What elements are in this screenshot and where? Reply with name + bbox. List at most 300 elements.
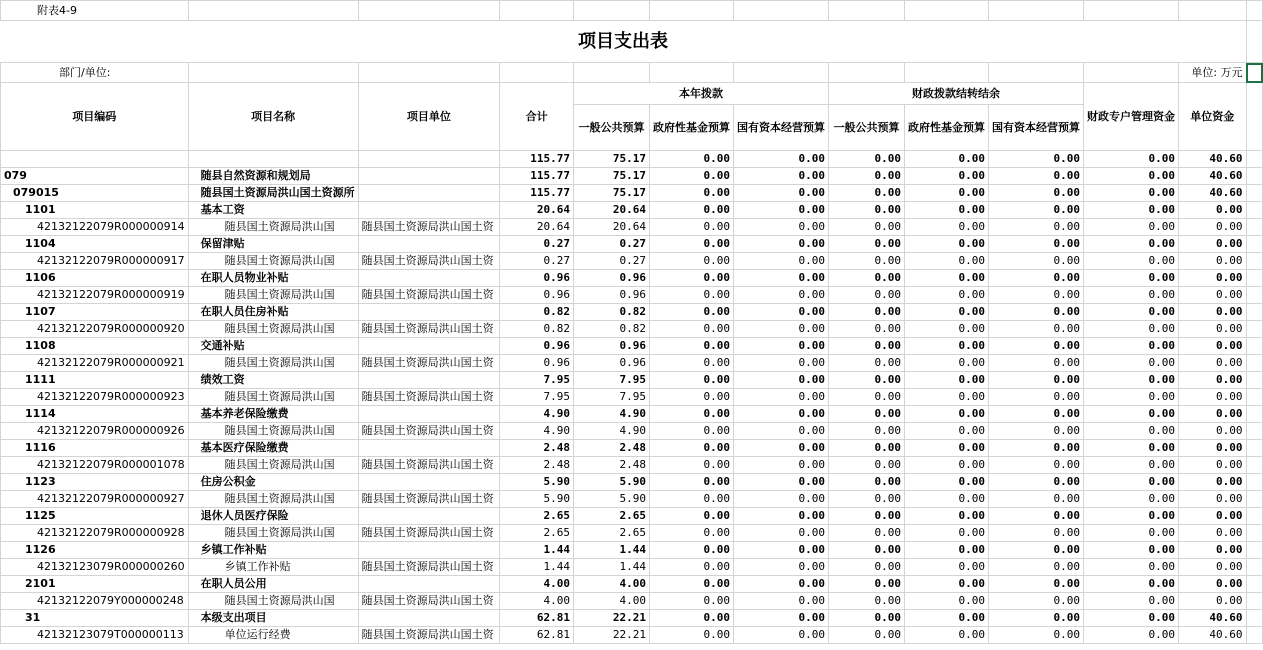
table-row[interactable] bbox=[1, 627, 1263, 644]
amount-cell[interactable]: 0.00 bbox=[829, 151, 905, 168]
cell[interactable] bbox=[1246, 219, 1262, 236]
amount-cell[interactable]: 0.00 bbox=[1084, 168, 1179, 185]
amount-cell[interactable]: 7.95 bbox=[500, 389, 574, 406]
project-name-cell[interactable] bbox=[188, 151, 358, 168]
amount-cell[interactable]: 2.65 bbox=[500, 508, 574, 525]
amount-cell[interactable]: 0.00 bbox=[905, 508, 989, 525]
table-row[interactable] bbox=[1, 440, 1263, 457]
project-unit-cell[interactable]: 随县国土资源局洪山国土资 bbox=[358, 287, 500, 304]
selected-cell[interactable] bbox=[1246, 63, 1262, 83]
project-name-cell[interactable]: 随县国土资源局洪山国 bbox=[188, 355, 358, 372]
cell[interactable] bbox=[500, 1, 574, 21]
amount-cell[interactable]: 0.00 bbox=[829, 185, 905, 202]
page-title[interactable]: 项目支出表 bbox=[578, 30, 669, 52]
header-gen2[interactable]: 一般公共预算 bbox=[829, 105, 905, 151]
amount-cell[interactable]: 0.82 bbox=[574, 304, 650, 321]
project-name-cell[interactable]: 基本工资 bbox=[188, 202, 358, 219]
amount-cell[interactable]: 0.00 bbox=[989, 304, 1084, 321]
project-code-cell[interactable]: 1114 bbox=[1, 406, 189, 423]
cell[interactable] bbox=[989, 63, 1084, 83]
amount-cell[interactable]: 0.00 bbox=[989, 457, 1084, 474]
amount-cell[interactable]: 0.00 bbox=[650, 253, 734, 270]
cell[interactable] bbox=[1246, 508, 1262, 525]
cell[interactable] bbox=[1246, 21, 1262, 63]
table-row[interactable] bbox=[1, 542, 1263, 559]
amount-cell[interactable]: 0.00 bbox=[1084, 270, 1179, 287]
project-code-cell[interactable]: 1126 bbox=[1, 542, 189, 559]
amount-cell[interactable]: 0.00 bbox=[989, 593, 1084, 610]
amount-cell[interactable]: 0.00 bbox=[905, 338, 989, 355]
amount-cell[interactable]: 0.00 bbox=[650, 185, 734, 202]
project-name-cell[interactable]: 乡镇工作补贴 bbox=[188, 542, 358, 559]
amount-cell[interactable]: 0.00 bbox=[905, 287, 989, 304]
amount-cell[interactable]: 5.90 bbox=[574, 491, 650, 508]
cell[interactable] bbox=[1246, 202, 1262, 219]
amount-cell[interactable]: 0.00 bbox=[650, 236, 734, 253]
cell[interactable] bbox=[188, 1, 358, 21]
amount-cell[interactable]: 0.00 bbox=[734, 185, 829, 202]
amount-cell[interactable]: 0.00 bbox=[650, 202, 734, 219]
amount-cell[interactable]: 0.00 bbox=[1084, 185, 1179, 202]
project-name-cell[interactable]: 随县国土资源局洪山国 bbox=[188, 423, 358, 440]
amount-cell[interactable]: 0.00 bbox=[1179, 338, 1247, 355]
table-row[interactable] bbox=[1, 321, 1263, 338]
amount-cell[interactable]: 20.64 bbox=[574, 202, 650, 219]
header-fund[interactable]: 政府性基金预算 bbox=[650, 105, 734, 151]
header-fund2[interactable]: 政府性基金预算 bbox=[905, 105, 989, 151]
amount-cell[interactable]: 4.00 bbox=[574, 576, 650, 593]
header-own[interactable]: 单位资金 bbox=[1179, 83, 1247, 151]
amount-cell[interactable]: 0.00 bbox=[989, 406, 1084, 423]
amount-cell[interactable]: 0.00 bbox=[734, 525, 829, 542]
amount-cell[interactable]: 0.00 bbox=[1179, 593, 1247, 610]
amount-cell[interactable]: 2.48 bbox=[500, 440, 574, 457]
amount-cell[interactable]: 0.00 bbox=[905, 253, 989, 270]
amount-cell[interactable]: 0.00 bbox=[1179, 423, 1247, 440]
project-code-cell[interactable]: 42132122079R000000923 bbox=[1, 389, 189, 406]
amount-cell[interactable]: 0.00 bbox=[905, 202, 989, 219]
amount-cell[interactable]: 0.00 bbox=[1084, 219, 1179, 236]
amount-cell[interactable]: 0.00 bbox=[1084, 355, 1179, 372]
project-code-cell[interactable]: 42132123079T000000113 bbox=[1, 627, 189, 644]
amount-cell[interactable]: 0.00 bbox=[734, 253, 829, 270]
amount-cell[interactable]: 4.00 bbox=[500, 576, 574, 593]
project-code-cell[interactable]: 42132122079R000000914 bbox=[1, 219, 189, 236]
project-code-cell[interactable]: 42132122079R000000926 bbox=[1, 423, 189, 440]
amount-cell[interactable]: 0.00 bbox=[1084, 287, 1179, 304]
amount-cell[interactable]: 0.00 bbox=[1084, 321, 1179, 338]
amount-cell[interactable]: 0.00 bbox=[650, 389, 734, 406]
amount-cell[interactable]: 0.00 bbox=[989, 185, 1084, 202]
amount-cell[interactable]: 0.00 bbox=[734, 423, 829, 440]
project-code-cell[interactable]: 42132122079R000000921 bbox=[1, 355, 189, 372]
project-code-cell[interactable]: 42132122079R000000920 bbox=[1, 321, 189, 338]
amount-cell[interactable]: 2.65 bbox=[574, 525, 650, 542]
amount-cell[interactable]: 0.00 bbox=[1084, 457, 1179, 474]
amount-cell[interactable]: 0.00 bbox=[989, 287, 1084, 304]
cell[interactable] bbox=[1246, 372, 1262, 389]
amount-cell[interactable]: 0.00 bbox=[734, 508, 829, 525]
amount-cell[interactable]: 0.00 bbox=[989, 525, 1084, 542]
amount-cell[interactable]: 0.00 bbox=[989, 270, 1084, 287]
amount-cell[interactable]: 0.00 bbox=[1179, 253, 1247, 270]
amount-cell[interactable]: 0.00 bbox=[829, 474, 905, 491]
cell[interactable] bbox=[1246, 253, 1262, 270]
table-row[interactable] bbox=[1, 406, 1263, 423]
project-name-cell[interactable]: 随县国土资源局洪山国 bbox=[188, 219, 358, 236]
amount-cell[interactable]: 0.00 bbox=[905, 474, 989, 491]
project-unit-cell[interactable] bbox=[358, 304, 500, 321]
amount-cell[interactable]: 0.00 bbox=[1179, 457, 1247, 474]
project-unit-cell[interactable]: 随县国土资源局洪山国土资 bbox=[358, 559, 500, 576]
amount-cell[interactable]: 0.00 bbox=[1179, 270, 1247, 287]
amount-cell[interactable]: 0.00 bbox=[1179, 304, 1247, 321]
amount-cell[interactable]: 0.00 bbox=[1179, 440, 1247, 457]
table-row[interactable] bbox=[1, 304, 1263, 321]
header-total[interactable]: 合计 bbox=[500, 83, 574, 151]
cell[interactable] bbox=[1246, 457, 1262, 474]
amount-cell[interactable]: 0.00 bbox=[989, 338, 1084, 355]
project-name-cell[interactable]: 随县国土资源局洪山国 bbox=[188, 525, 358, 542]
amount-cell[interactable]: 0.00 bbox=[1084, 423, 1179, 440]
amount-cell[interactable]: 0.00 bbox=[734, 542, 829, 559]
amount-cell[interactable]: 0.00 bbox=[650, 508, 734, 525]
cell[interactable] bbox=[829, 63, 905, 83]
amount-cell[interactable]: 0.00 bbox=[650, 440, 734, 457]
header-gen[interactable]: 一般公共预算 bbox=[574, 105, 650, 151]
amount-cell[interactable]: 4.00 bbox=[574, 593, 650, 610]
project-name-cell[interactable]: 基本养老保险缴费 bbox=[188, 406, 358, 423]
amount-cell[interactable]: 4.00 bbox=[500, 593, 574, 610]
amount-cell[interactable]: 0.00 bbox=[989, 491, 1084, 508]
amount-cell[interactable]: 0.00 bbox=[905, 440, 989, 457]
amount-cell[interactable]: 0.00 bbox=[1084, 440, 1179, 457]
cell[interactable] bbox=[905, 1, 989, 21]
amount-cell[interactable]: 0.00 bbox=[829, 253, 905, 270]
amount-cell[interactable]: 0.00 bbox=[734, 219, 829, 236]
amount-cell[interactable]: 0.00 bbox=[829, 593, 905, 610]
amount-cell[interactable]: 0.00 bbox=[829, 508, 905, 525]
amount-cell[interactable]: 0.00 bbox=[734, 168, 829, 185]
amount-cell[interactable]: 0.00 bbox=[1084, 253, 1179, 270]
amount-cell[interactable]: 0.00 bbox=[1084, 236, 1179, 253]
table-row[interactable] bbox=[1, 389, 1263, 406]
amount-cell[interactable]: 0.00 bbox=[1179, 559, 1247, 576]
amount-cell[interactable]: 0.00 bbox=[829, 457, 905, 474]
amount-cell[interactable]: 0.00 bbox=[650, 287, 734, 304]
project-code-cell[interactable]: 42132122079R000000917 bbox=[1, 253, 189, 270]
cell[interactable] bbox=[574, 1, 650, 21]
project-unit-cell[interactable] bbox=[358, 151, 500, 168]
cell[interactable] bbox=[500, 63, 574, 83]
attachment-label[interactable]: 附表4-9 bbox=[1, 1, 189, 21]
amount-cell[interactable]: 0.00 bbox=[989, 355, 1084, 372]
cell[interactable] bbox=[989, 1, 1084, 21]
amount-cell[interactable]: 0.00 bbox=[1179, 355, 1247, 372]
project-name-cell[interactable]: 在职人员物业补贴 bbox=[188, 270, 358, 287]
amount-cell[interactable]: 0.00 bbox=[1084, 576, 1179, 593]
project-code-cell[interactable]: 42132122079R000000927 bbox=[1, 491, 189, 508]
amount-cell[interactable]: 0.00 bbox=[734, 321, 829, 338]
cell[interactable] bbox=[1246, 1, 1262, 21]
cell[interactable] bbox=[650, 63, 734, 83]
table-row[interactable] bbox=[1, 525, 1263, 542]
amount-cell[interactable]: 0.00 bbox=[734, 389, 829, 406]
header-carry[interactable]: 财政拨款结转结余 bbox=[829, 83, 1084, 105]
project-name-cell[interactable]: 随县国土资源局洪山国 bbox=[188, 253, 358, 270]
amount-cell[interactable]: 7.95 bbox=[500, 372, 574, 389]
amount-cell[interactable]: 0.00 bbox=[905, 406, 989, 423]
amount-cell[interactable]: 115.77 bbox=[500, 185, 574, 202]
table-row[interactable] bbox=[1, 151, 1263, 168]
amount-cell[interactable]: 0.00 bbox=[1084, 474, 1179, 491]
amount-cell[interactable]: 0.00 bbox=[1179, 576, 1247, 593]
project-name-cell[interactable]: 随县国土资源局洪山国 bbox=[188, 389, 358, 406]
table-row[interactable] bbox=[1, 253, 1263, 270]
amount-cell[interactable]: 0.00 bbox=[1179, 389, 1247, 406]
amount-cell[interactable]: 0.00 bbox=[650, 525, 734, 542]
project-unit-cell[interactable]: 随县国土资源局洪山国土资 bbox=[358, 593, 500, 610]
amount-cell[interactable]: 0.00 bbox=[989, 253, 1084, 270]
amount-cell[interactable]: 0.82 bbox=[500, 321, 574, 338]
project-unit-cell[interactable]: 随县国土资源局洪山国土资 bbox=[358, 457, 500, 474]
cell[interactable] bbox=[1246, 389, 1262, 406]
header-state2[interactable]: 国有资本经营预算 bbox=[989, 105, 1084, 151]
amount-cell[interactable]: 0.00 bbox=[734, 593, 829, 610]
cell[interactable] bbox=[1084, 1, 1179, 21]
amount-cell[interactable]: 0.00 bbox=[905, 491, 989, 508]
cell[interactable] bbox=[1246, 185, 1262, 202]
amount-cell[interactable]: 0.00 bbox=[989, 321, 1084, 338]
amount-cell[interactable]: 5.90 bbox=[500, 491, 574, 508]
amount-cell[interactable]: 5.90 bbox=[574, 474, 650, 491]
amount-cell[interactable]: 1.44 bbox=[574, 559, 650, 576]
amount-cell[interactable]: 0.00 bbox=[1084, 389, 1179, 406]
amount-cell[interactable]: 0.00 bbox=[1084, 559, 1179, 576]
amount-cell[interactable]: 2.48 bbox=[574, 440, 650, 457]
table-row[interactable] bbox=[1, 576, 1263, 593]
amount-cell[interactable]: 0.00 bbox=[829, 440, 905, 457]
cell[interactable] bbox=[1246, 83, 1262, 151]
amount-cell[interactable]: 0.00 bbox=[1179, 219, 1247, 236]
cell[interactable] bbox=[1246, 610, 1262, 627]
project-unit-cell[interactable]: 随县国土资源局洪山国土资 bbox=[358, 491, 500, 508]
header-special[interactable]: 财政专户管理资金 bbox=[1084, 83, 1179, 151]
amount-cell[interactable]: 0.96 bbox=[500, 338, 574, 355]
amount-cell[interactable]: 62.81 bbox=[500, 610, 574, 627]
project-code-cell[interactable]: 1106 bbox=[1, 270, 189, 287]
amount-cell[interactable]: 0.00 bbox=[989, 474, 1084, 491]
amount-cell[interactable]: 0.00 bbox=[905, 593, 989, 610]
amount-cell[interactable]: 0.00 bbox=[989, 372, 1084, 389]
project-code-cell[interactable]: 079 bbox=[1, 168, 189, 185]
cell[interactable] bbox=[1246, 287, 1262, 304]
project-name-cell[interactable]: 绩效工资 bbox=[188, 372, 358, 389]
project-name-cell[interactable]: 本级支出项目 bbox=[188, 610, 358, 627]
cell[interactable] bbox=[1084, 63, 1179, 83]
table-row[interactable] bbox=[1, 474, 1263, 491]
amount-cell[interactable]: 0.00 bbox=[829, 525, 905, 542]
project-code-cell[interactable]: 1116 bbox=[1, 440, 189, 457]
amount-cell[interactable]: 0.00 bbox=[989, 542, 1084, 559]
cell[interactable] bbox=[1246, 627, 1262, 644]
amount-cell[interactable]: 0.00 bbox=[989, 576, 1084, 593]
dept-label[interactable]: 部门/单位: bbox=[1, 63, 189, 83]
header-name[interactable]: 项目名称 bbox=[188, 83, 358, 151]
amount-cell[interactable]: 0.27 bbox=[574, 236, 650, 253]
amount-cell[interactable]: 4.90 bbox=[500, 406, 574, 423]
amount-cell[interactable]: 0.00 bbox=[650, 627, 734, 644]
amount-cell[interactable]: 22.21 bbox=[574, 610, 650, 627]
table-row[interactable] bbox=[1, 593, 1263, 610]
amount-cell[interactable]: 0.00 bbox=[905, 236, 989, 253]
header-state[interactable]: 国有资本经营预算 bbox=[734, 105, 829, 151]
amount-cell[interactable]: 0.00 bbox=[905, 304, 989, 321]
cell[interactable] bbox=[1246, 593, 1262, 610]
amount-cell[interactable]: 0.00 bbox=[905, 457, 989, 474]
amount-cell[interactable]: 1.44 bbox=[500, 559, 574, 576]
amount-cell[interactable]: 0.00 bbox=[1084, 627, 1179, 644]
project-unit-cell[interactable] bbox=[358, 576, 500, 593]
amount-cell[interactable]: 0.00 bbox=[734, 491, 829, 508]
amount-cell[interactable]: 4.90 bbox=[574, 406, 650, 423]
table-row[interactable] bbox=[1, 372, 1263, 389]
amount-cell[interactable]: 0.00 bbox=[989, 236, 1084, 253]
amount-cell[interactable]: 115.77 bbox=[500, 151, 574, 168]
table-row[interactable] bbox=[1, 491, 1263, 508]
cell[interactable] bbox=[905, 63, 989, 83]
project-unit-cell[interactable] bbox=[358, 406, 500, 423]
amount-cell[interactable]: 0.00 bbox=[989, 423, 1084, 440]
amount-cell[interactable]: 2.65 bbox=[500, 525, 574, 542]
amount-cell[interactable]: 0.00 bbox=[1179, 406, 1247, 423]
project-code-cell[interactable] bbox=[1, 151, 189, 168]
amount-cell[interactable]: 0.00 bbox=[1084, 151, 1179, 168]
table-row[interactable] bbox=[1, 423, 1263, 440]
project-code-cell[interactable]: 1104 bbox=[1, 236, 189, 253]
amount-cell[interactable]: 0.00 bbox=[650, 593, 734, 610]
amount-cell[interactable]: 0.00 bbox=[989, 202, 1084, 219]
amount-cell[interactable]: 0.00 bbox=[650, 270, 734, 287]
amount-cell[interactable]: 0.00 bbox=[650, 338, 734, 355]
amount-cell[interactable]: 0.00 bbox=[829, 355, 905, 372]
project-name-cell[interactable]: 随县国土资源局洪山国 bbox=[188, 457, 358, 474]
project-code-cell[interactable]: 1101 bbox=[1, 202, 189, 219]
project-unit-cell[interactable] bbox=[358, 372, 500, 389]
amount-cell[interactable]: 0.00 bbox=[905, 627, 989, 644]
project-code-cell[interactable]: 42132123079R000000260 bbox=[1, 559, 189, 576]
cell[interactable] bbox=[734, 1, 829, 21]
amount-cell[interactable]: 0.00 bbox=[650, 474, 734, 491]
amount-cell[interactable]: 0.00 bbox=[650, 576, 734, 593]
amount-cell[interactable]: 0.00 bbox=[1179, 236, 1247, 253]
amount-cell[interactable]: 20.64 bbox=[574, 219, 650, 236]
amount-cell[interactable]: 0.00 bbox=[650, 355, 734, 372]
amount-cell[interactable]: 0.00 bbox=[829, 372, 905, 389]
header-unit[interactable]: 项目单位 bbox=[358, 83, 500, 151]
amount-cell[interactable]: 0.00 bbox=[905, 185, 989, 202]
project-unit-cell[interactable] bbox=[358, 508, 500, 525]
amount-cell[interactable]: 0.00 bbox=[650, 321, 734, 338]
project-code-cell[interactable]: 079015 bbox=[1, 185, 189, 202]
project-name-cell[interactable]: 保留津贴 bbox=[188, 236, 358, 253]
project-unit-cell[interactable]: 随县国土资源局洪山国土资 bbox=[358, 219, 500, 236]
project-code-cell[interactable]: 2101 bbox=[1, 576, 189, 593]
project-code-cell[interactable]: 1108 bbox=[1, 338, 189, 355]
amount-cell[interactable]: 0.00 bbox=[734, 610, 829, 627]
table-row[interactable] bbox=[1, 168, 1263, 185]
project-code-cell[interactable]: 42132122079R000000919 bbox=[1, 287, 189, 304]
amount-cell[interactable]: 0.00 bbox=[829, 338, 905, 355]
table-row[interactable] bbox=[1, 355, 1263, 372]
amount-cell[interactable]: 0.00 bbox=[1084, 202, 1179, 219]
cell[interactable] bbox=[1246, 423, 1262, 440]
amount-cell[interactable]: 0.00 bbox=[1084, 508, 1179, 525]
table-row[interactable] bbox=[1, 219, 1263, 236]
amount-cell[interactable]: 0.00 bbox=[829, 389, 905, 406]
amount-cell[interactable]: 40.60 bbox=[1179, 168, 1247, 185]
cell[interactable] bbox=[1246, 491, 1262, 508]
amount-cell[interactable]: 0.00 bbox=[905, 355, 989, 372]
amount-cell[interactable]: 0.00 bbox=[989, 610, 1084, 627]
amount-cell[interactable]: 0.00 bbox=[1084, 491, 1179, 508]
amount-cell[interactable]: 0.00 bbox=[905, 372, 989, 389]
amount-cell[interactable]: 0.27 bbox=[500, 236, 574, 253]
amount-cell[interactable]: 0.00 bbox=[905, 610, 989, 627]
amount-cell[interactable]: 0.00 bbox=[734, 457, 829, 474]
amount-cell[interactable]: 0.00 bbox=[829, 610, 905, 627]
amount-cell[interactable]: 0.00 bbox=[829, 321, 905, 338]
cell[interactable] bbox=[1246, 406, 1262, 423]
amount-cell[interactable]: 0.00 bbox=[829, 627, 905, 644]
unit-label[interactable]: 单位: 万元 bbox=[1179, 63, 1247, 83]
amount-cell[interactable]: 0.00 bbox=[734, 304, 829, 321]
project-name-cell[interactable]: 在职人员公用 bbox=[188, 576, 358, 593]
amount-cell[interactable]: 0.00 bbox=[1084, 542, 1179, 559]
amount-cell[interactable]: 0.96 bbox=[574, 270, 650, 287]
cell[interactable] bbox=[1246, 542, 1262, 559]
table-row[interactable] bbox=[1, 287, 1263, 304]
project-code-cell[interactable]: 42132122079Y000000248 bbox=[1, 593, 189, 610]
cell[interactable] bbox=[1246, 525, 1262, 542]
table-row[interactable] bbox=[1, 508, 1263, 525]
amount-cell[interactable]: 0.00 bbox=[734, 627, 829, 644]
amount-cell[interactable]: 4.90 bbox=[574, 423, 650, 440]
amount-cell[interactable]: 0.00 bbox=[905, 168, 989, 185]
amount-cell[interactable]: 0.00 bbox=[734, 559, 829, 576]
project-code-cell[interactable]: 1125 bbox=[1, 508, 189, 525]
amount-cell[interactable]: 20.64 bbox=[500, 202, 574, 219]
amount-cell[interactable]: 0.00 bbox=[989, 559, 1084, 576]
amount-cell[interactable]: 75.17 bbox=[574, 151, 650, 168]
amount-cell[interactable]: 2.48 bbox=[574, 457, 650, 474]
project-name-cell[interactable]: 随县自然资源和规划局 bbox=[188, 168, 358, 185]
amount-cell[interactable]: 0.00 bbox=[650, 168, 734, 185]
project-code-cell[interactable]: 1111 bbox=[1, 372, 189, 389]
project-name-cell[interactable]: 退休人员医疗保险 bbox=[188, 508, 358, 525]
amount-cell[interactable]: 0.00 bbox=[829, 236, 905, 253]
project-unit-cell[interactable]: 随县国土资源局洪山国土资 bbox=[358, 423, 500, 440]
amount-cell[interactable]: 2.48 bbox=[500, 457, 574, 474]
amount-cell[interactable]: 1.44 bbox=[574, 542, 650, 559]
cell[interactable] bbox=[829, 1, 905, 21]
amount-cell[interactable]: 0.00 bbox=[905, 321, 989, 338]
cell[interactable] bbox=[188, 63, 358, 83]
cell[interactable] bbox=[574, 63, 650, 83]
amount-cell[interactable]: 0.00 bbox=[829, 491, 905, 508]
project-name-cell[interactable]: 随县国土资源局洪山国土资源所 bbox=[188, 185, 358, 202]
project-name-cell[interactable]: 乡镇工作补贴 bbox=[188, 559, 358, 576]
